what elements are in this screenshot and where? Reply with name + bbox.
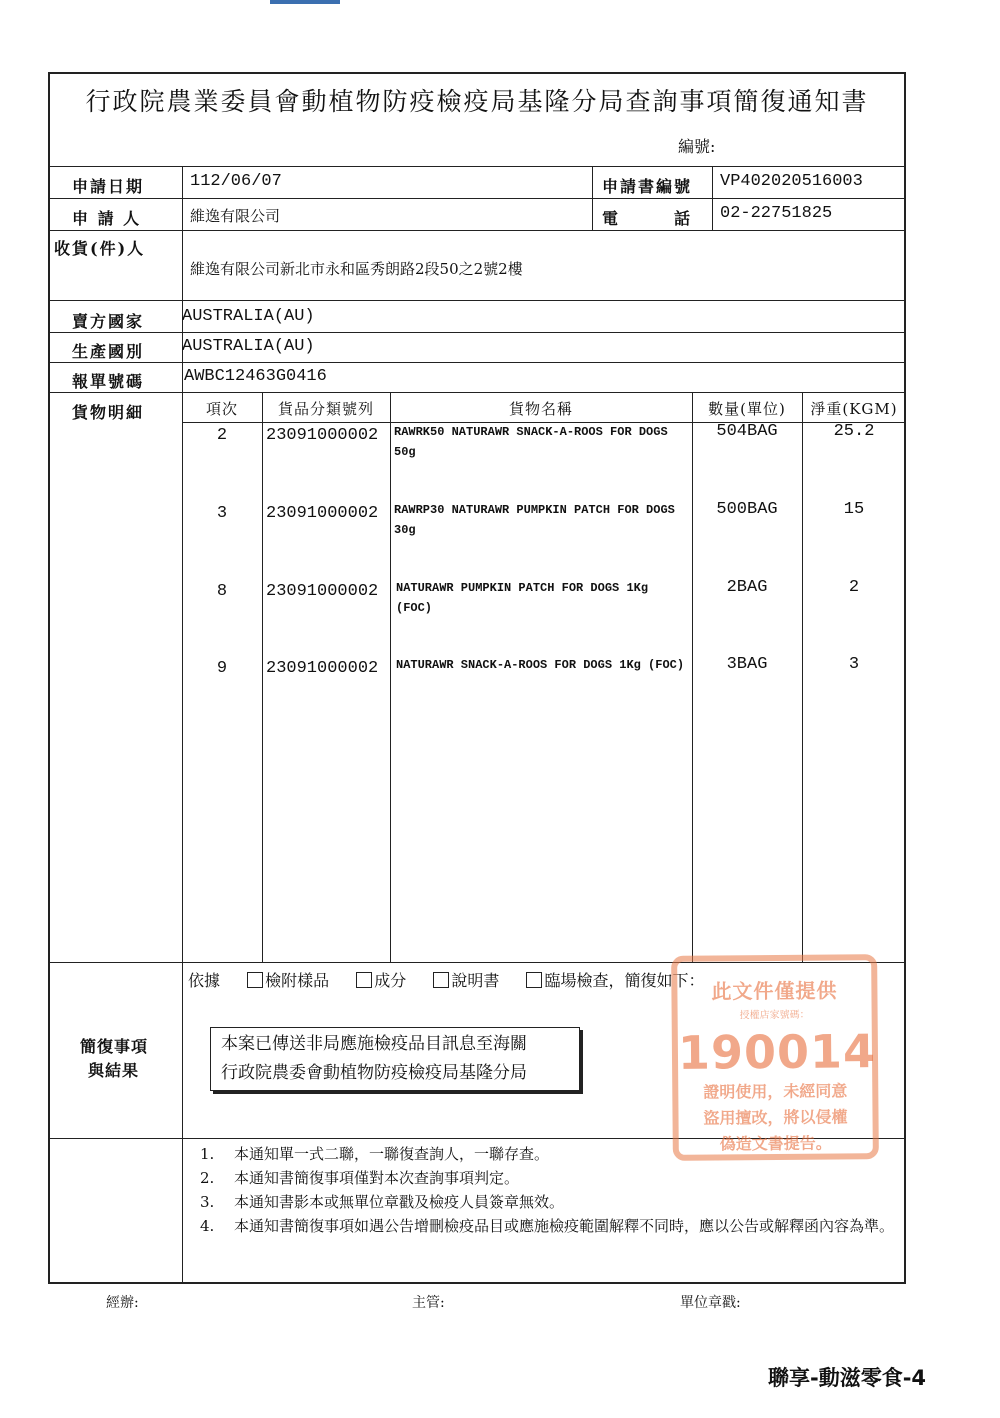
rule [802, 392, 803, 962]
seller-country-label: 賣方國家 [72, 312, 145, 331]
rule [262, 392, 263, 962]
table-row-name: NATURAWR PUMPKIN PATCH FOR DOGS 1Kg (FOC) [396, 581, 649, 615]
rule [390, 392, 391, 962]
rule [692, 392, 693, 962]
rule [50, 332, 906, 333]
onsite-checkbox[interactable] [526, 972, 542, 988]
app-no-label: 申請書編號 [602, 177, 693, 196]
phone-label: 電 話 [602, 209, 693, 228]
col-header-item: 項次 [205, 400, 238, 418]
rule [50, 166, 906, 167]
consignee-label: 收貨(件)人 [54, 239, 146, 258]
rule [50, 300, 906, 301]
handler-signature: 經辦: [106, 1295, 139, 1311]
rule [50, 198, 906, 199]
app-no-value: VP402020516003 [720, 172, 863, 191]
table-row-code: 23091000002 [266, 582, 379, 601]
list-item: 1. 本通知單一式二聯，一聯復查詢人，一聯存查。 [200, 1145, 550, 1163]
origin-label: 生產國別 [72, 342, 145, 361]
table-row-name: RAWRK50 NATURAWR SNACK-A-ROOS FOR DOGS 50g [394, 425, 668, 459]
table-row-item: 2 [216, 426, 228, 445]
goods-label: 貨物明細 [72, 403, 145, 422]
rule [712, 166, 713, 230]
reply-label-line1: 簡復事項 [80, 1037, 149, 1056]
rule [50, 230, 906, 231]
document-title: 行政院農業委員會動植物防疫檢疫局基隆分局查詢事項簡復通知書 [85, 87, 869, 116]
applicant-label: 申 請 人 [72, 209, 142, 228]
table-row-weight: 15 [843, 500, 865, 519]
table-row-item: 9 [216, 659, 228, 678]
seller-country-value: AUSTRALIA(AU) [182, 307, 315, 326]
rule [182, 166, 183, 1284]
serial-label: 編號: [678, 137, 716, 156]
table-row-item: 8 [216, 582, 228, 601]
sample-option: 檢附樣品 [265, 971, 330, 990]
reply-label-line2: 與結果 [88, 1061, 140, 1080]
apply-date-label: 申請日期 [72, 177, 145, 196]
table-row-qty: 3BAG [726, 655, 768, 674]
list-item: 3. 本通知書影本或無單位章戳及檢疫人員簽章無效。 [200, 1193, 565, 1211]
table-row-qty: 500BAG [716, 500, 778, 519]
ingredient-checkbox[interactable] [356, 972, 372, 988]
table-row-name: RAWRP30 NATURAWR PUMPKIN PATCH FOR DOGS 30g [394, 503, 675, 537]
page-footer: 聯享-動滋零食-4 [768, 1366, 927, 1390]
table-row-item: 3 [216, 504, 228, 523]
table-row-code: 23091000002 [266, 504, 379, 523]
list-item: 2. 本通知書簡復事項僅對本次查詢事項判定。 [200, 1169, 520, 1187]
consignee-value: 維逸有限公司新北市永和區秀朗路2段50之2號2樓 [190, 260, 523, 278]
table-row-weight: 2 [848, 578, 860, 597]
origin-value: AUSTRALIA(AU) [182, 337, 315, 356]
stamp-line: 行政院農委會動植物防疫檢疫局基隆分局 [221, 1063, 527, 1083]
rule [50, 392, 906, 393]
top-edge-mark [270, 0, 340, 4]
apply-date-value: 112/06/07 [190, 172, 282, 191]
list-item: 4. 本通知書簡復事項如遇公告增刪檢疫品目或應施檢疫範圍解釋不同時，應以公告或解釋函內容為準。 [200, 1217, 895, 1235]
table-row-qty: 2BAG [726, 578, 768, 597]
table-row-qty: 504BAG [716, 422, 778, 441]
phone-value: 02-22751825 [720, 204, 833, 223]
declaration-label: 報單號碼 [72, 372, 145, 391]
rule [50, 362, 906, 363]
applicant-value: 維逸有限公司 [190, 207, 281, 225]
table-row-code: 23091000002 [266, 659, 379, 678]
watermark-number: 190014 [677, 1024, 877, 1080]
stamp-line: 本案已傳送非局應施檢疫品目訊息至海關 [221, 1034, 527, 1054]
manual-option: 說明書 [451, 971, 500, 990]
col-header-qty: 數量(單位) [708, 400, 786, 418]
sample-checkbox[interactable] [247, 972, 263, 988]
col-header-weight: 淨重(KGM) [810, 400, 898, 418]
basis-label: 依據 [188, 971, 221, 990]
supervisor-signature: 主管: [412, 1295, 445, 1311]
basis-row [188, 968, 726, 991]
unit-stamp-label: 單位章戳: [680, 1295, 741, 1311]
result-stamp [210, 1027, 580, 1091]
table-row-weight: 25.2 [833, 422, 875, 441]
table-row-name: NATURAWR SNACK-A-ROOS FOR DOGS 1Kg (FOC) [396, 658, 685, 672]
rule [592, 166, 593, 230]
ingredient-option: 成分 [374, 971, 407, 990]
col-header-code: 貨品分類號列 [277, 400, 374, 418]
onsite-option: 臨場檢查，簡復如下： [544, 971, 705, 990]
table-row-weight: 3 [848, 655, 860, 674]
table-row-code: 23091000002 [266, 426, 379, 445]
authorization-watermark: 此文件僅提供 授權店家號碼： 190014 證明使用，未經同意 盜用擅改，將以侵權 偽造文書提告。 [671, 954, 879, 1161]
col-header-name: 貨物名稱 [508, 400, 573, 418]
manual-checkbox[interactable] [433, 972, 449, 988]
declaration-value: AWBC12463G0416 [184, 367, 327, 386]
